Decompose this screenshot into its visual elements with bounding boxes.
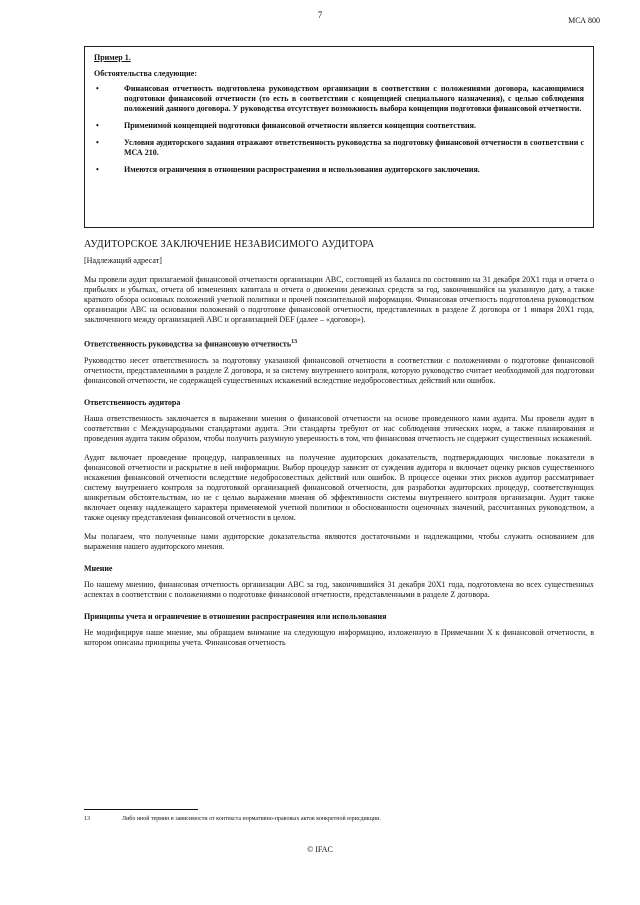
opinion-heading: Мнение <box>84 563 113 573</box>
footnote-divider <box>84 809 198 810</box>
example-box <box>84 46 594 228</box>
copyright: © IFAC <box>307 845 333 854</box>
circumstances-list <box>94 84 584 175</box>
principles-paragraph: Не модифицируя наше мнение, мы обращаем внимание на следующую информацию, изложенную в Примечании X к финансовой отчетности, в котором описаны принципы учета. Финансовая отчетность <box>84 627 594 647</box>
auditor-responsibility-heading: Ответственность аудитора <box>84 397 181 407</box>
auditor-paragraph: Наша ответственность заключается в выражении мнения о финансовой отчетности на основе проведенного нами аудита. Мы провели аудит в соответствии с Международными стандартами аудита. Эти стандарты требуют от нас соблюдения этических норм, а также планирования и проведения аудита таким образом, чтобы получить разумную уверенность в том, что финансовая отчетность не содержит существенных искажений. <box>84 413 594 443</box>
opinion-paragraph: По нашему мнению, финансовая отчетность организации ABC за год, закончившийся 31 декабря 20X1 года, подготовлена во всех существенных аспектах в соответствии с положениями о подготовке финансовой отчетности, представленными в разделе Z договора. <box>84 579 594 599</box>
addressee: [Надлежащий адресат] <box>84 256 162 265</box>
mgmt-responsibility-heading <box>84 337 594 350</box>
intro-paragraph: Мы провели аудит прилагаемой финансовой отчетности организации ABC, состоящей из баланса по состоянию на 31 декабря 20X1 года и отчета о прибылях и убытках, отчета об изменениях капитала и отчета о движении денежных средств за год, закончившийся на указанную дату, а также краткого обзора основных положений учетной политики и прочей пояснительной информации. Финансовая отчетность подготовлена руководством организации ABC на основании положений о подготовке финансовой отчетности, представленных в разделе Z договора от 1 января 20X1 года, заключенного между организацией ABC и организацией DEF (далее – «договор»). <box>84 275 594 324</box>
footnote-number: 13 <box>84 816 90 822</box>
standard-code: МСА 800 <box>568 16 600 25</box>
footnote-text: Либо иной термин в зависимости от контекста нормативно-правовых актов конкретной юрисдикции. <box>122 816 381 822</box>
example-intro: Обстоятельства следующие: <box>94 69 197 78</box>
page-number: 7 <box>317 10 323 20</box>
auditor-paragraph: Мы полагаем, что полученные нами аудиторские доказательства являются достаточными и надлежащими, чтобы служить основанием для выражения нашего аудиторского мнения. <box>84 531 594 551</box>
report-title: АУДИТОРСКОЕ ЗАКЛЮЧЕНИЕ НЕЗАВИСИМОГО АУДИТОРА <box>84 239 375 250</box>
auditor-paragraph: Аудит включает проведение процедур, направленных на получение аудиторских доказательств, подтверждающих числовые показатели в финансовой отчетности и раскрытие в ней информации. Выбор процедур зависит от суждения аудитора и включает оценку рисков существенного искажения финансовой отчетности вследствие недобросовестных действий или ошибок. В процессе оценки этих рисков аудитор рассматривает систему внутреннего контроля за подготовкой организацией финансовой отчетности, для разработки аудиторских процедур, соответствующих конкретным обстоятельствам, но не с целью выражения мнения об эффективности системы внутреннего контроля организации. Аудит также включает оценку надлежащего характера применяемой учетной политики и обоснованности оценочных значений, рассчитанных руководством, а также оценку представления финансовой отчетности в целом. <box>84 452 594 522</box>
footnote-ref: 13 <box>291 339 298 345</box>
bullet-item: • Применимой концепцией подготовки финансовой отчетности является концепция соответствия. <box>94 121 584 131</box>
example-title: Пример 1. <box>94 53 131 62</box>
bullet-item: • Финансовая отчетность подготовлена руководством организации в соответствии с положениями договора, касающимися подготовки финансовой отчетности (то есть в соответствии с концепцией специального назначения), с целью соблюдения положений данного договора. У руководства отсутствует возможность выбора концепции подготовки финансовой отчетности. <box>94 84 584 114</box>
report-body <box>84 238 594 657</box>
principles-heading: Принципы учета и ограничение в отношении распространения или использования <box>84 611 387 621</box>
bullet-item: • Имеются ограничения в отношении распространения и использования аудиторского заключения. <box>94 165 584 175</box>
footnote <box>84 815 594 823</box>
mgmt-heading-text: Ответственность руководства за финансовую отчетность <box>84 339 292 349</box>
mgmt-paragraph: Руководство несет ответственность за подготовку указанной финансовой отчетности в соответствии с положениями о подготовке финансовой отчетности, представленными в разделе Z договора, и за систему внутреннего контроля, которую руководство считает необходимой для подготовки финансовой отчетности, не содержащей существенных искажений вследствие недобросовестных действий или ошибок. <box>84 355 594 385</box>
bullet-item: • Условия аудиторского задания отражают ответственность руководства за подготовку финансовой отчетности в соответствии с МСА 210. <box>94 138 584 158</box>
